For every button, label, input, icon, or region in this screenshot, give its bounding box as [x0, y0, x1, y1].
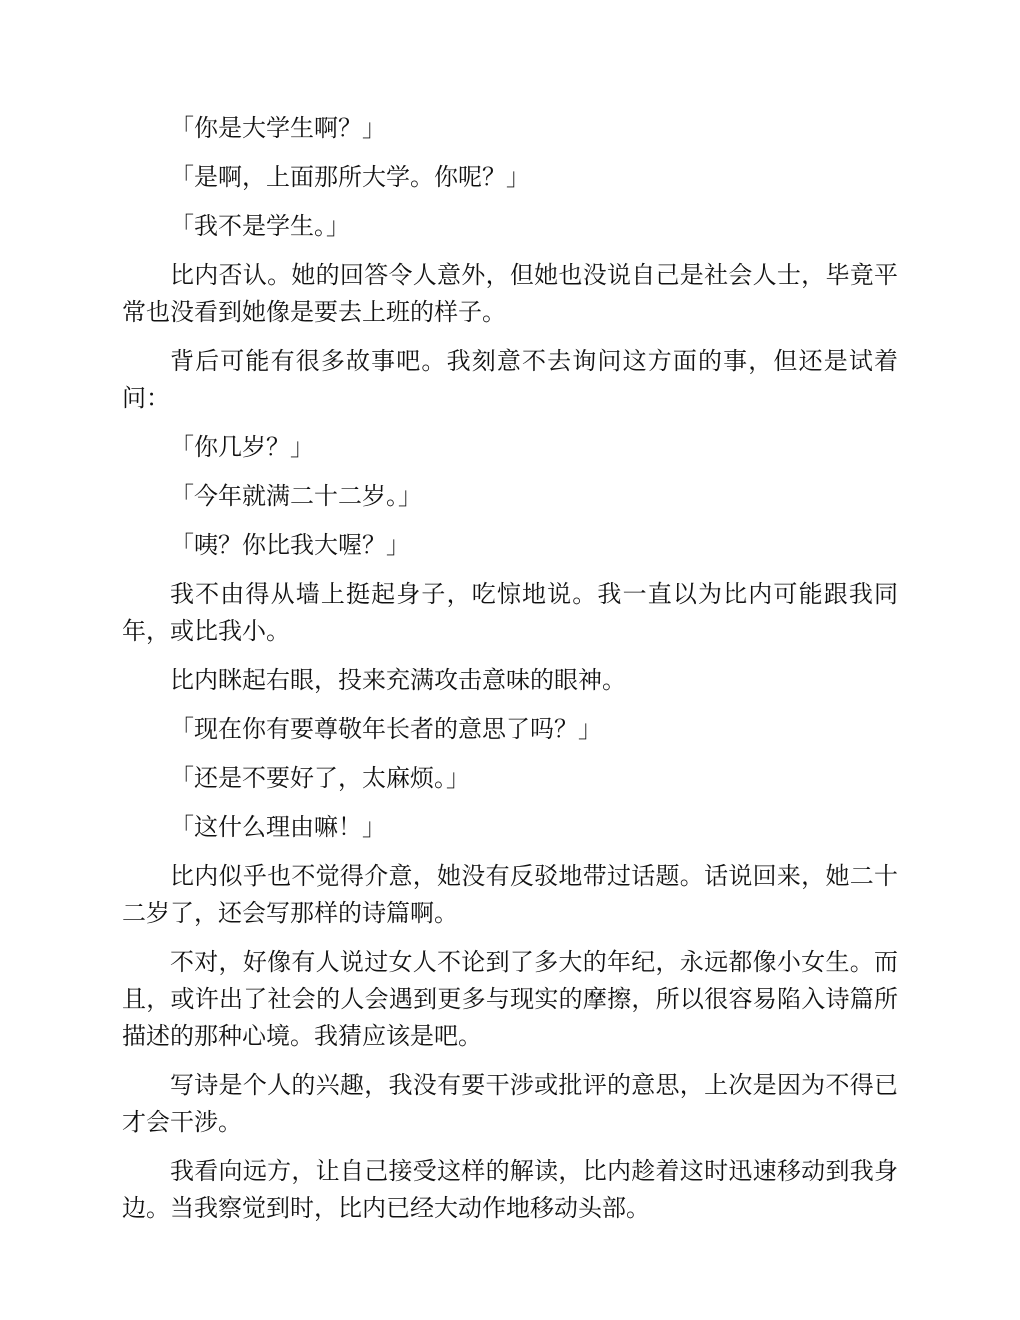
dialogue-line: 「现在你有要尊敬年长者的意思了吗？」 [170, 715, 602, 743]
dialogue-line: 「你几岁？」 [170, 433, 314, 461]
dialogue-line: 「今年就满二十二岁。」 [170, 482, 422, 510]
narrative-paragraph: 写诗是个人的兴趣，我没有要干涉或批评的意思，上次是因为不得已才会干涉。 [122, 1071, 898, 1136]
narrative-paragraph: 比内似乎也不觉得介意，她没有反驳地带过话题。话说回来，她二十二岁了，还会写那样的诗篇啊。 [122, 862, 898, 927]
document-page [122, 110, 898, 1239]
narrative-paragraph: 比内眯起右眼，投来充满攻击意味的眼神。 [170, 666, 626, 694]
narrative-paragraph: 我不由得从墙上挺起身子，吃惊地说。我一直以为比内可能跟我同年，或比我小。 [122, 580, 898, 645]
dialogue-line: 「我不是学生。」 [170, 212, 350, 240]
dialogue-line: 「是啊，上面那所大学。你呢？」 [170, 163, 530, 191]
narrative-paragraph: 我看向远方，让自己接受这样的解读，比内趁着这时迅速移动到我身边。当我察觉到时，比内已经大动作地移动头部。 [122, 1157, 898, 1222]
dialogue-line: 「你是大学生啊？」 [170, 114, 386, 142]
narrative-paragraph: 比内否认。她的回答令人意外，但她也没说自己是社会人士，毕竟平常也没看到她像是要去上班的样子。 [122, 261, 898, 326]
dialogue-line: 「咦？你比我大喔？」 [170, 531, 410, 559]
narrative-paragraph: 背后可能有很多故事吧。我刻意不去询问这方面的事，但还是试着问： [122, 347, 898, 412]
dialogue-line: 「还是不要好了，太麻烦。」 [170, 764, 470, 792]
narrative-paragraph: 不对，好像有人说过女人不论到了多大的年纪，永远都像小女生。而且，或许出了社会的人会遇到更多与现实的摩擦，所以很容易陷入诗篇所描述的那种心境。我猜应该是吧。 [122, 948, 898, 1050]
dialogue-line: 「这什么理由嘛！」 [170, 813, 386, 841]
